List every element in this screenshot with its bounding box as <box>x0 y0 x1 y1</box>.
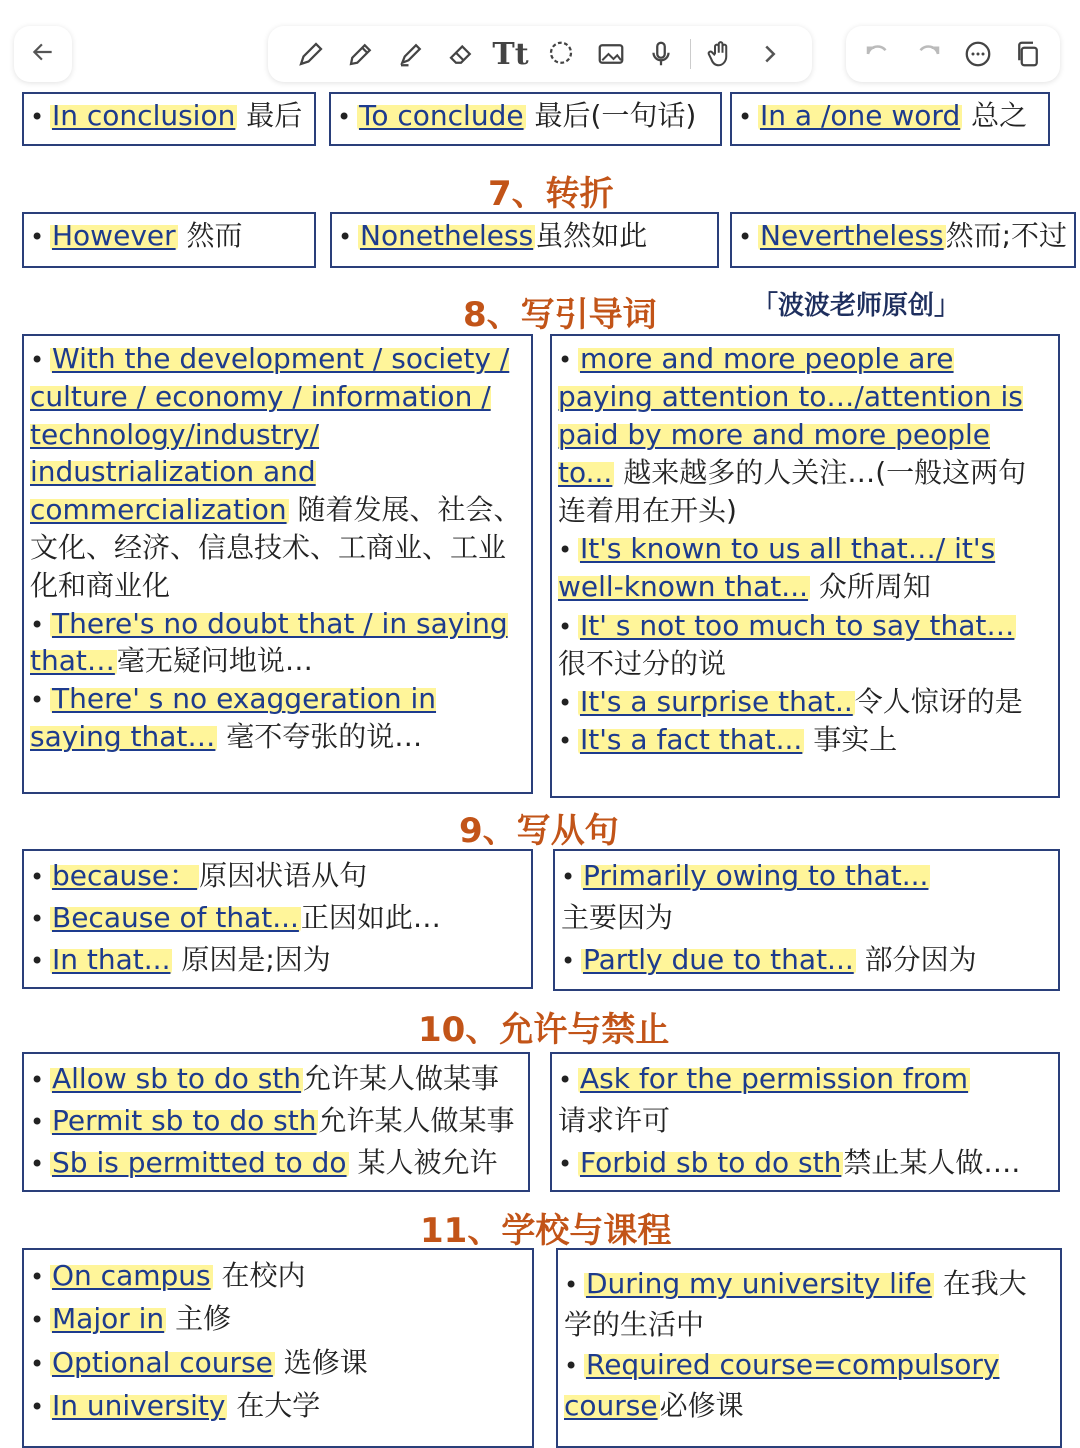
phrase-cn: 最后(一句话) <box>525 99 697 132</box>
phrase-box <box>550 1052 1060 1192</box>
phrase-cn: 众所周知 <box>810 570 931 604</box>
pen-icon[interactable] <box>286 29 336 79</box>
tool-palette <box>268 26 812 82</box>
phrase-en: To conclude <box>359 99 524 132</box>
list-item: • because：原因状语从句 <box>30 859 368 892</box>
phrase-cn: 毫不夸张的说… <box>217 719 423 753</box>
list-item: • There's no doubt that / in saying that…毫无疑问地说… <box>30 606 508 678</box>
phrase-cn: 毫无疑问地说… <box>116 644 313 678</box>
list-item: • In university 在大学 <box>30 1389 321 1423</box>
phrase-box: • Nonetheless虽然如此 <box>330 212 719 268</box>
list-item: • Major in 主修 <box>30 1302 232 1336</box>
phrase-cn: 必修课 <box>659 1388 744 1422</box>
back-button[interactable] <box>14 26 72 82</box>
list-item: • Required course=compulsory course必修课 <box>564 1348 1000 1422</box>
phrase-cn: 最后 <box>237 99 303 132</box>
marker-icon[interactable] <box>386 29 436 79</box>
phrase-cn: 部分因为 <box>855 943 977 976</box>
phrase-cn: 主修 <box>166 1302 232 1336</box>
phrase-en: In conclusion <box>52 99 236 132</box>
phrase-en: Permit sb to do sth <box>52 1104 317 1137</box>
phrase-box <box>556 1248 1062 1448</box>
phrase-cn: 某人被允许 <box>348 1146 498 1179</box>
phrase-cn: 虽然如此 <box>535 219 648 252</box>
list-item: • On campus 在校内 <box>30 1259 306 1292</box>
chevron-right-icon[interactable] <box>745 29 795 79</box>
phrase-en: Nonetheless <box>360 219 534 252</box>
section-heading: 10、允许与禁止 <box>418 1010 670 1050</box>
more-icon[interactable] <box>953 29 1003 79</box>
right-actions <box>846 26 1060 82</box>
list-item: • There' s no exaggeration in saying that… 毫不夸张的说… <box>30 682 437 753</box>
list-item: • During my university life 在我大学的生活中 <box>564 1267 1027 1341</box>
list-item: • more and more people are paying attention to…/attention is paid by more and more people to... 越来越多的人关注…(一般这两句连着用在开头) <box>558 342 1027 528</box>
list-item: • Sb is permitted to do 某人被允许 <box>30 1146 498 1179</box>
phrase-cn: 在大学 <box>227 1389 321 1423</box>
phrase-en: Ask for the permission from <box>580 1062 969 1095</box>
top-toolbar <box>0 0 1080 92</box>
phrase-box: • Nevertheless然而;不过 <box>730 212 1076 268</box>
phrase-en: It's a surprise that.. <box>580 684 853 718</box>
phrase-en: During my university life <box>586 1267 932 1300</box>
microphone-icon[interactable] <box>636 29 686 79</box>
phrase-en: more and more people are paying attention to…/attention is paid by more and more people to... <box>558 342 1023 490</box>
phrase-en: In university <box>52 1389 226 1423</box>
phrase-en: It' s not too much to say that… <box>580 608 1015 642</box>
phrase-en: Allow sb to do sth <box>52 1062 302 1095</box>
toolbar-divider <box>690 39 691 69</box>
phrase-box: • To conclude 最后(一句话) <box>329 92 722 146</box>
phrase-cn: 在校内 <box>212 1259 306 1292</box>
phrase-en: On campus <box>52 1259 211 1292</box>
phrase-box: • In conclusion 最后 <box>22 92 316 146</box>
phrase-cn: 原因状语从句 <box>199 859 368 892</box>
brand-label: 「波波老师原创」 <box>752 291 961 321</box>
phrase-cn: 允许某人做某事 <box>318 1104 515 1137</box>
list-item: • Allow sb to do sth允许某人做某事 <box>30 1062 500 1095</box>
phrase-en: because： <box>52 859 198 892</box>
phrase-cn: 很不过分的说 <box>558 646 727 680</box>
hand-draw-icon[interactable] <box>695 29 745 79</box>
list-item: • It's a fact that... 事实上 <box>558 722 898 756</box>
phrase-box: • In a /one word 总之 <box>730 92 1050 146</box>
phrase-cn: 在我大学的生活中 <box>564 1267 1027 1341</box>
image-icon[interactable] <box>586 29 636 79</box>
arrow-left-icon <box>30 39 56 69</box>
phrase-cn: 然而;不过 <box>945 219 1068 252</box>
phrase-en: It's a fact that... <box>580 722 803 756</box>
phrase-cn: 原因是;因为 <box>172 943 331 976</box>
phrase-en: There's no doubt that / in saying that… <box>30 606 508 678</box>
list-item: • In that... 原因是;因为 <box>30 943 331 976</box>
phrase-box <box>22 334 533 794</box>
copy-icon[interactable] <box>1003 29 1053 79</box>
list-item: • Permit sb to do sth允许某人做某事 <box>30 1104 515 1137</box>
section-heading: 8、写引导词 <box>463 295 657 335</box>
phrase-cn: 禁止某人做…. <box>843 1146 1021 1179</box>
phrase-cn: 正因如此… <box>300 901 441 934</box>
phrase-box <box>553 849 1060 991</box>
phrase-cn: 主要因为 <box>561 901 674 934</box>
phrase-cn: 允许某人做某事 <box>303 1062 500 1095</box>
list-item: • It's a surprise that..令人惊讶的是 <box>558 684 1023 718</box>
phrase-cn: 越来越多的人关注…(一般这两句连着用在开头) <box>558 456 1027 528</box>
phrase-cn: 总之 <box>962 99 1028 132</box>
phrase-cn: 随着发展、社会、文化、经济、信息技术、工商业、工业化和商业化 <box>30 493 522 602</box>
phrase-cn: 选修课 <box>274 1345 368 1379</box>
phrase-en: With the development / society / culture / economy / information / technology/industry/ industrialization and commercialization <box>30 342 510 527</box>
phrase-en: In that... <box>52 943 171 976</box>
phrase-en: Sb is permitted to do <box>52 1146 347 1179</box>
section-heading: 11、学校与课程 <box>420 1211 672 1251</box>
section-heading: 7、转折 <box>488 174 614 214</box>
list-item: • With the development / society / culture / economy / information / technology/industry/ industrialization and commercialization 随着发展、社会、文化、经济、信息技术、工商业、工业化和商业化 <box>30 342 522 602</box>
phrase-en: In a /one word <box>760 99 961 132</box>
phrase-box <box>22 1248 534 1448</box>
phrase-en: Forbid sb to do sth <box>580 1146 842 1179</box>
list-item: • Ask for the permission from <box>558 1062 969 1095</box>
phrase-cn: 令人惊讶的是 <box>854 684 1023 718</box>
list-item: • Partly due to that... 部分因为 <box>561 943 977 976</box>
phrase-en: Because of that... <box>52 901 299 934</box>
list-item: • It' s not too much to say that… 很不过分的说 <box>558 608 1015 680</box>
eraser-icon[interactable] <box>436 29 486 79</box>
list-item: • Primarily owing to that... <box>561 859 929 892</box>
section-heading: 9、写从句 <box>459 811 619 851</box>
phrase-box <box>550 334 1060 798</box>
phrase-cn: 事实上 <box>804 722 898 756</box>
phrase-box <box>22 849 533 989</box>
phrase-cn: 然而 <box>177 219 243 252</box>
phrase-box <box>22 1052 530 1192</box>
phrase-en: However <box>52 219 176 252</box>
lasso-icon[interactable] <box>536 29 586 79</box>
undo-icon[interactable] <box>853 29 903 79</box>
phrase-en: Required course=compulsory course <box>564 1348 1000 1422</box>
phrase-en: Major in <box>52 1302 165 1336</box>
list-item: • It's known to us all that…/ it's well-known that... 众所周知 <box>558 532 996 604</box>
phrase-cn: 请求许可 <box>558 1104 671 1137</box>
text-tool-icon[interactable]: Tt <box>492 36 529 72</box>
list-item: • Because of that...正因如此… <box>30 901 441 934</box>
phrase-en: Nevertheless <box>760 219 944 252</box>
pencil-icon[interactable] <box>336 29 386 79</box>
phrase-en: It's known to us all that…/ it's well-known that... <box>558 532 996 604</box>
phrase-box: • However 然而 <box>22 212 316 268</box>
phrase-en: There' s no exaggeration in saying that… <box>30 682 437 753</box>
list-item: • Forbid sb to do sth禁止某人做…. <box>558 1146 1021 1179</box>
list-item: • Optional course 选修课 <box>30 1345 368 1379</box>
phrase-en: Partly due to that... <box>583 943 854 976</box>
redo-icon[interactable] <box>903 29 953 79</box>
phrase-en: Primarily owing to that... <box>583 859 929 892</box>
phrase-en: Optional course <box>52 1345 273 1379</box>
